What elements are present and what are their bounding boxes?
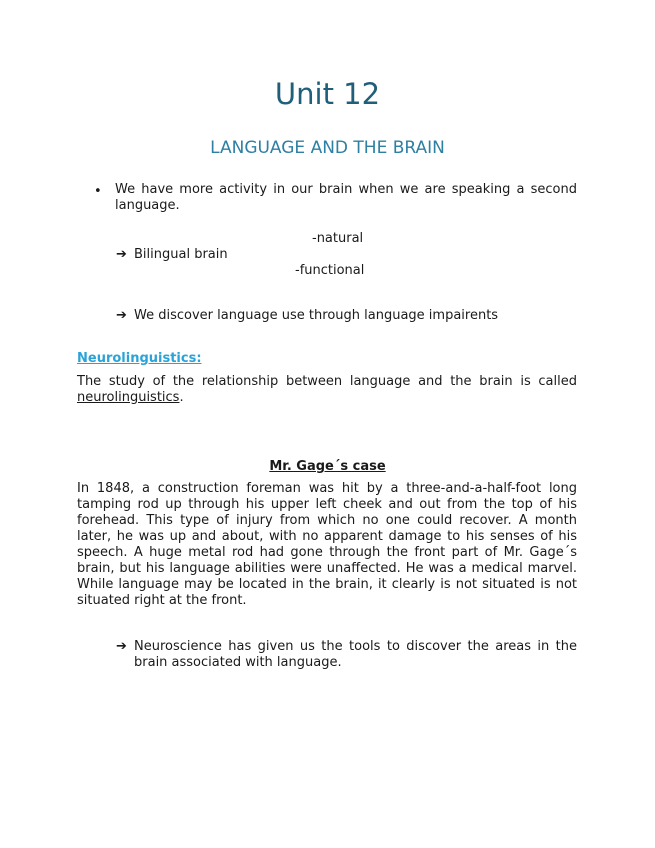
- arrow-right-icon: ➔: [116, 308, 127, 323]
- discover-text: We discover language use through language impairents: [134, 308, 499, 323]
- discover-item: [116, 308, 498, 324]
- gage-case-heading: Mr. Gage´s case: [269, 459, 386, 474]
- page-title: Unit 12: [274, 77, 381, 111]
- page-subtitle: LANGUAGE AND THE BRAIN: [210, 138, 445, 158]
- arrow-right-icon: ➔: [116, 247, 127, 262]
- neuro-text-before: The study of the relationship between language and the brain is called: [77, 374, 577, 389]
- bilingual-functional: -functional: [295, 263, 365, 278]
- bullet-dot-icon: •: [94, 184, 102, 199]
- neuroscience-text: Neuroscience has given us the tools to discover the areas in the brain associated with language.: [134, 639, 577, 670]
- neurolinguistics-definition: [77, 374, 577, 406]
- bilingual-brain-label: Bilingual brain: [134, 247, 228, 262]
- neuro-text-after: .: [179, 390, 184, 405]
- neurolinguistics-heading[interactable]: Neurolinguistics:: [77, 351, 202, 366]
- bullet-item-text: We have more activity in our brain when we are speaking a second language.: [115, 182, 577, 213]
- neuro-term: neurolinguistics: [77, 390, 180, 405]
- neuroscience-item: [116, 639, 577, 671]
- arrow-right-icon: ➔: [116, 639, 127, 654]
- bilingual-brain-item: [116, 247, 228, 263]
- gage-case-paragraph: In 1848, a construction foreman was hit by a three-and-a-half-foot long tamping rod up through his upper left cheek and out from the top of his forehead. This type of injury from which no one could recover. A month later, he was up and about, with no apparent damage to his senses of his speech. A huge metal rod had gone through the front part of Mr. Gage´s brain, but his language abilities were unaffected. He was a medical marvel. While language may be located in the brain, it clearly is not situated is not situated right at the front.: [77, 481, 577, 608]
- bilingual-natural: -natural: [312, 231, 364, 246]
